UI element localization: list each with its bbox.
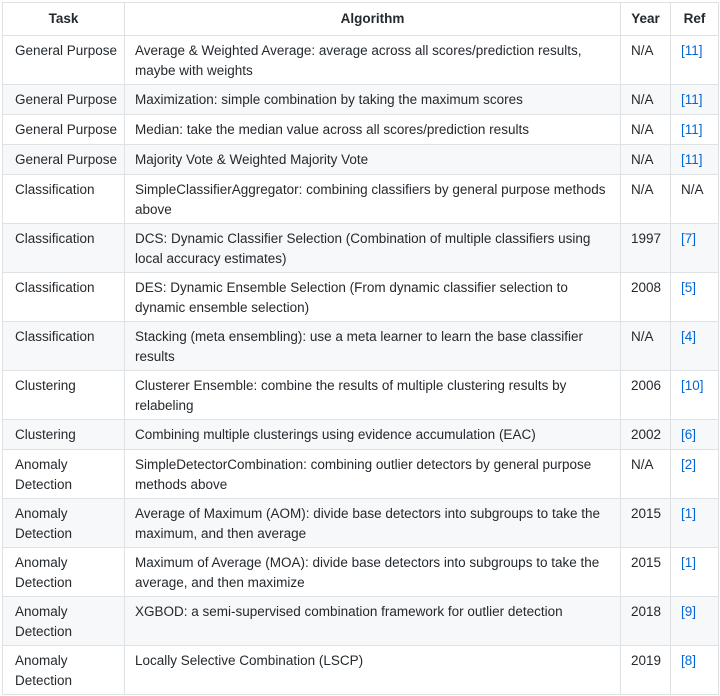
task-cell: Classification bbox=[3, 273, 125, 322]
ref-cell bbox=[671, 371, 719, 420]
year-cell: 2019 bbox=[621, 646, 671, 695]
ref-cell bbox=[671, 548, 719, 597]
ref-link[interactable]: [8] bbox=[681, 653, 697, 668]
year-cell: N/A bbox=[621, 85, 671, 115]
ref-cell bbox=[671, 224, 719, 273]
header-task: Task bbox=[3, 3, 125, 36]
task-cell: Anomaly Detection bbox=[3, 450, 125, 499]
ref-cell bbox=[671, 646, 719, 695]
ref-link[interactable]: [11] bbox=[681, 122, 703, 137]
algorithm-cell: Combining multiple clusterings using evidence accumulation (EAC) bbox=[125, 420, 621, 450]
ref-link[interactable]: [6] bbox=[681, 427, 697, 442]
algorithm-cell: Average & Weighted Average: average across all scores/prediction results, maybe with weights bbox=[125, 36, 621, 85]
task-cell: General Purpose bbox=[3, 85, 125, 115]
table-row bbox=[3, 371, 719, 420]
task-cell: General Purpose bbox=[3, 145, 125, 175]
task-cell: Classification bbox=[3, 224, 125, 273]
table-row bbox=[3, 420, 719, 450]
task-cell: Anomaly Detection bbox=[3, 548, 125, 597]
ref-link[interactable]: [1] bbox=[681, 555, 697, 570]
ref-link[interactable]: [11] bbox=[681, 92, 703, 107]
year-cell: 1997 bbox=[621, 224, 671, 273]
ref-link[interactable]: [4] bbox=[681, 329, 697, 344]
task-cell: General Purpose bbox=[3, 36, 125, 85]
table-row bbox=[3, 499, 719, 548]
ref-cell bbox=[671, 115, 719, 145]
table-row bbox=[3, 597, 719, 646]
ref-link[interactable]: [5] bbox=[681, 280, 697, 295]
algorithm-cell: Maximization: simple combination by taking the maximum scores bbox=[125, 85, 621, 115]
ref-cell bbox=[671, 420, 719, 450]
ref-link[interactable]: [2] bbox=[681, 457, 697, 472]
table-row bbox=[3, 273, 719, 322]
algorithm-cell: Stacking (meta ensembling): use a meta learner to learn the base classifier results bbox=[125, 322, 621, 371]
ref-link[interactable]: [10] bbox=[681, 378, 704, 393]
year-cell: 2008 bbox=[621, 273, 671, 322]
ref-cell bbox=[671, 450, 719, 499]
task-cell: General Purpose bbox=[3, 115, 125, 145]
task-cell: Classification bbox=[3, 322, 125, 371]
algorithm-cell: SimpleDetectorCombination: combining outlier detectors by general purpose methods above bbox=[125, 450, 621, 499]
task-cell: Clustering bbox=[3, 420, 125, 450]
table-row bbox=[3, 322, 719, 371]
year-cell: 2015 bbox=[621, 548, 671, 597]
algorithm-cell: Locally Selective Combination (LSCP) bbox=[125, 646, 621, 695]
ref-cell bbox=[671, 322, 719, 371]
table-row bbox=[3, 85, 719, 115]
ref-link[interactable]: [11] bbox=[681, 152, 703, 167]
ref-cell bbox=[671, 85, 719, 115]
ref-cell bbox=[671, 499, 719, 548]
table-row bbox=[3, 450, 719, 499]
year-cell: N/A bbox=[621, 450, 671, 499]
year-cell: 2015 bbox=[621, 499, 671, 548]
ref-cell bbox=[671, 597, 719, 646]
year-cell: N/A bbox=[621, 36, 671, 85]
year-cell: N/A bbox=[621, 322, 671, 371]
year-cell: 2018 bbox=[621, 597, 671, 646]
year-cell: 2006 bbox=[621, 371, 671, 420]
algorithm-cell: Median: take the median value across all scores/prediction results bbox=[125, 115, 621, 145]
table-row bbox=[3, 224, 719, 273]
ref-cell bbox=[671, 36, 719, 85]
task-cell: Anomaly Detection bbox=[3, 499, 125, 548]
algorithm-cell: Clusterer Ensemble: combine the results of multiple clustering results by relabeling bbox=[125, 371, 621, 420]
year-cell: N/A bbox=[621, 115, 671, 145]
header-row bbox=[3, 3, 719, 36]
algorithm-cell: SimpleClassifierAggregator: combining classifiers by general purpose methods above bbox=[125, 175, 621, 224]
year-cell: N/A bbox=[621, 175, 671, 224]
task-cell: Anomaly Detection bbox=[3, 597, 125, 646]
ref-link[interactable]: [1] bbox=[681, 506, 697, 521]
header-algorithm: Algorithm bbox=[125, 3, 621, 36]
algorithm-cell: Majority Vote & Weighted Majority Vote bbox=[125, 145, 621, 175]
ref-link[interactable]: [11] bbox=[681, 43, 703, 58]
ref-cell: N/A bbox=[671, 175, 719, 224]
ref-link[interactable]: [7] bbox=[681, 231, 697, 246]
task-cell: Anomaly Detection bbox=[3, 646, 125, 695]
table-row bbox=[3, 548, 719, 597]
year-cell: N/A bbox=[621, 145, 671, 175]
task-cell: Classification bbox=[3, 175, 125, 224]
header-year: Year bbox=[621, 3, 671, 36]
algorithm-cell: Average of Maximum (AOM): divide base detectors into subgroups to take the maximum, and then average bbox=[125, 499, 621, 548]
task-cell: Clustering bbox=[3, 371, 125, 420]
ref-cell bbox=[671, 273, 719, 322]
table-row bbox=[3, 145, 719, 175]
table-row bbox=[3, 115, 719, 145]
ref-link[interactable]: [9] bbox=[681, 604, 697, 619]
table-row bbox=[3, 646, 719, 695]
algorithm-cell: XGBOD: a semi-supervised combination framework for outlier detection bbox=[125, 597, 621, 646]
ref-cell bbox=[671, 145, 719, 175]
year-cell: 2002 bbox=[621, 420, 671, 450]
table-row bbox=[3, 175, 719, 224]
algorithm-cell: DES: Dynamic Ensemble Selection (From dynamic classifier selection to dynamic ensemble selection) bbox=[125, 273, 621, 322]
combination-methods-table bbox=[2, 2, 719, 695]
algorithm-cell: Maximum of Average (MOA): divide base detectors into subgroups to take the average, and then maximize bbox=[125, 548, 621, 597]
header-ref: Ref bbox=[671, 3, 719, 36]
algorithm-cell: DCS: Dynamic Classifier Selection (Combination of multiple classifiers using local accuracy estimates) bbox=[125, 224, 621, 273]
table-row bbox=[3, 36, 719, 85]
